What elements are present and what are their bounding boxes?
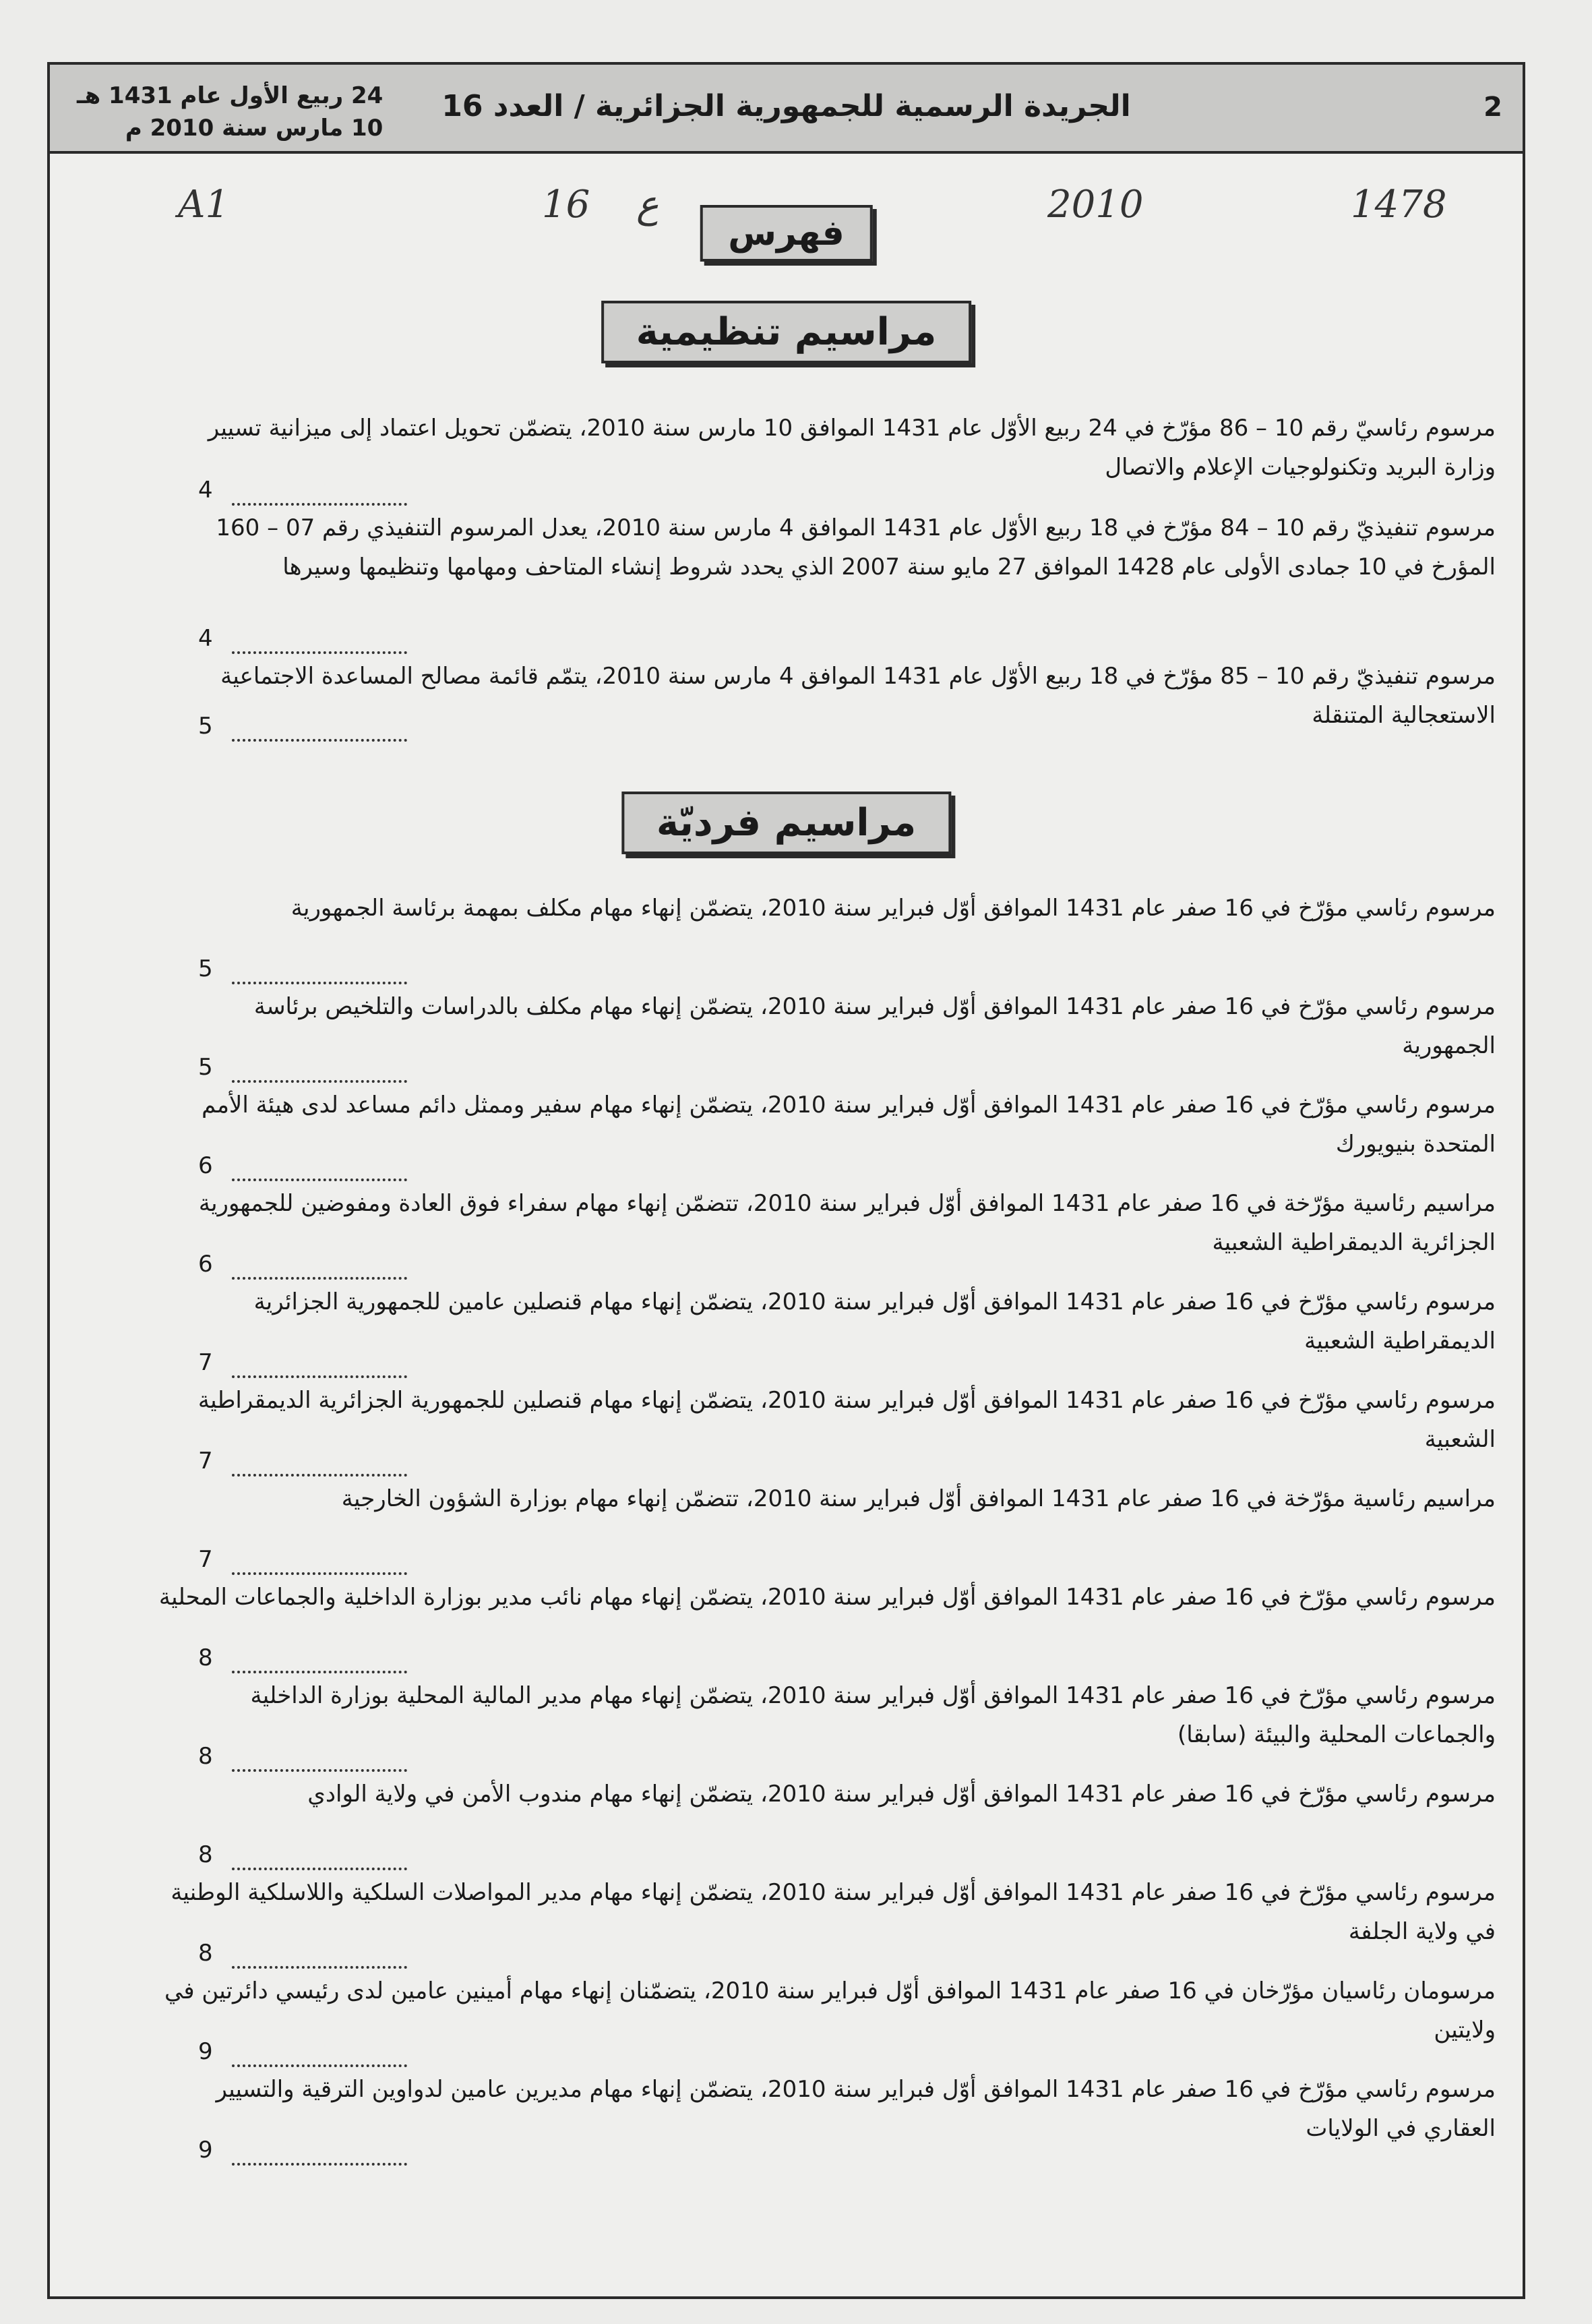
- toc-entry[interactable]: [77, 1184, 1496, 1282]
- leader-dots: [232, 982, 407, 984]
- handwritten-letter: ع: [636, 183, 659, 227]
- leader-dots: [232, 739, 407, 742]
- toc-entry-page: 8: [198, 1644, 213, 1671]
- toc-entry-page: 8: [198, 1940, 213, 1967]
- leader-dots: [232, 1080, 407, 1083]
- page-header: [50, 65, 1523, 154]
- toc-entry[interactable]: [77, 1381, 1496, 1479]
- date-gregorian: 10 مارس سنة 2010 م: [125, 115, 384, 142]
- leader-dots: [232, 1671, 407, 1673]
- toc-entry-text: مرسوم رئاسي مؤرّخ في 16 صفر عام 1431 الموافق أوّل فبراير سنة 2010، يتضمّن إنهاء مهام مندوب الأمن في ولاية الوادي: [307, 1781, 1496, 1808]
- leader-dots: [232, 2064, 407, 2067]
- toc-entry-text: مرسوم رئاسي مؤرّخ في 16 صفر عام 1431 الموافق أوّل فبراير سنة 2010، يتضمّن إنهاء مهام سفير وممثل دائم مساعد لدى هيئة الأمم المتحدة بنيويورك: [202, 1092, 1496, 1158]
- toc-entry[interactable]: [77, 1085, 1496, 1184]
- toc-entry-page: 7: [198, 1448, 213, 1474]
- leader-dots: [232, 1179, 407, 1181]
- leader-dots: [232, 1375, 407, 1378]
- gazette-title: الجريدة الرسمية للجمهورية الجزائرية / العدد 16: [441, 89, 1131, 123]
- toc-entry-page: 8: [198, 1743, 213, 1770]
- handwritten-year: 2010: [1047, 183, 1144, 227]
- toc-entry[interactable]: [77, 409, 1496, 508]
- leader-dots: [232, 503, 407, 506]
- leader-dots: [232, 1572, 407, 1575]
- toc-entry-text: مرسوم رئاسي مؤرّخ في 16 صفر عام 1431 الموافق أوّل فبراير سنة 2010، يتضمّن إنهاء مهام مديرين عامين لدواوين الترقية والتسيير العقاري في الولايات: [216, 2076, 1496, 2142]
- toc-entry-page: 6: [198, 1152, 213, 1179]
- toc-entry[interactable]: [77, 1873, 1496, 1971]
- issue-date: [77, 80, 383, 144]
- index-title: فهرس: [700, 205, 872, 262]
- toc-entry-text: مرسومان رئاسيان مؤرّخان في 16 صفر عام 1431 الموافق أوّل فبراير سنة 2010، يتضمّنان إنهاء مهام أمينين عامين لدى رئيسي دائرتين في ولايتين: [164, 1977, 1496, 2044]
- toc-entry[interactable]: [77, 508, 1496, 657]
- toc-entry[interactable]: [77, 657, 1496, 744]
- handwritten-code-left: A1: [178, 183, 230, 227]
- toc-entry-text: مرسوم رئاسي مؤرّخ في 16 صفر عام 1431 الموافق أوّل فبراير سنة 2010، يتضمّن إنهاء مهام مدير المواصلات السلكية واللاسلكية الوطنية في ولاية الجلفة: [171, 1879, 1496, 1945]
- toc-entry-page: 9: [198, 2038, 213, 2065]
- toc-entry-page: 4: [198, 477, 213, 504]
- toc-entry[interactable]: [77, 1282, 1496, 1381]
- individual-decrees-list: [77, 889, 1496, 2168]
- toc-entry-page: 8: [198, 1841, 213, 1868]
- toc-entry-page: 5: [198, 955, 213, 982]
- toc-entry-page: 5: [198, 713, 213, 740]
- toc-entry[interactable]: [77, 1479, 1496, 1578]
- leader-dots: [232, 2163, 407, 2166]
- toc-entry-text: مرسوم رئاسي مؤرّخ في 16 صفر عام 1431 الموافق أوّل فبراير سنة 2010، يتضمّن إنهاء مهام مدير المالية المحلية بوزارة الداخلية والجماعات المحلية والبيئة (سابقا): [250, 1682, 1496, 1748]
- toc-entry-text: مرسوم رئاسي مؤرّخ في 16 صفر عام 1431 الموافق أوّل فبراير سنة 2010، يتضمّن إنهاء مهام نائب مدير بوزارة الداخلية والجماعات المحلية: [158, 1584, 1496, 1611]
- regulatory-decrees-list: [77, 409, 1496, 744]
- toc-entry[interactable]: [77, 987, 1496, 1085]
- toc-entry-page: 6: [198, 1251, 213, 1278]
- toc-entry-page: 4: [198, 625, 213, 652]
- leader-dots: [232, 1868, 407, 1870]
- toc-entry[interactable]: [77, 2070, 1496, 2168]
- toc-entry-text: مراسيم رئاسية مؤرّخة في 16 صفر عام 1431 الموافق أوّل فبراير سنة 2010، تتضمّن إنهاء مهام سفراء فوق العادة ومفوضين للجمهورية الجزائرية الديمقراطية الشعبية: [198, 1190, 1496, 1256]
- section-title-regulatory: مراسيم تنظيمية: [601, 301, 972, 363]
- gazette-page: [47, 62, 1525, 2299]
- page-number: 2: [1483, 92, 1502, 123]
- toc-entry-page: 9: [198, 2137, 213, 2164]
- section-title-individual: مراسيم فرديّة: [621, 792, 951, 854]
- handwritten-number: 16: [542, 183, 590, 227]
- toc-entry[interactable]: [77, 1775, 1496, 1873]
- toc-entry-text: مرسوم رئاسيّ رقم 10 – 86 مؤرّخ في 24 ربيع الأوّل عام 1431 الموافق 10 مارس سنة 2010، يتضمّن تحويل اعتماد إلى ميزانية تسيير وزارة البريد وتكنولوجيات الإعلام والاتصال: [208, 415, 1496, 481]
- toc-entry-text: مرسوم رئاسي مؤرّخ في 16 صفر عام 1431 الموافق أوّل فبراير سنة 2010، يتضمّن إنهاء مهام قنصلين عامين للجمهورية الجزائرية الديمقراطية الشعبية: [253, 1288, 1496, 1354]
- leader-dots: [232, 1769, 407, 1772]
- toc-entry-text: مرسوم تنفيذيّ رقم 10 – 85 مؤرّخ في 18 ربيع الأوّل عام 1431 الموافق 4 مارس سنة 2010، يتمّم قائمة مصالح المساعدة الاجتماعية الاستعجالية المتنقلة: [220, 663, 1496, 729]
- toc-entry[interactable]: [77, 1676, 1496, 1775]
- toc-entry[interactable]: [77, 1578, 1496, 1676]
- toc-entry-text: مرسوم رئاسي مؤرّخ في 16 صفر عام 1431 الموافق أوّل فبراير سنة 2010، يتضمّن إنهاء مهام مكلف بالدراسات والتلخيص برئاسة الجمهورية: [253, 993, 1496, 1059]
- toc-entry[interactable]: [77, 1971, 1496, 2070]
- toc-entry-page: 7: [198, 1546, 213, 1573]
- leader-dots: [232, 1474, 407, 1477]
- toc-entry-text: مراسيم رئاسية مؤرّخة في 16 صفر عام 1431 الموافق أوّل فبراير سنة 2010، تتضمّن إنهاء مهام بوزارة الشؤون الخارجية: [341, 1485, 1496, 1512]
- date-hijri: 24 ربيع الأول عام 1431 هـ: [77, 82, 384, 109]
- toc-entry-text: مرسوم رئاسي مؤرّخ في 16 صفر عام 1431 الموافق أوّل فبراير سنة 2010، يتضمّن إنهاء مهام مكلف بمهمة برئاسة الجمهورية: [290, 895, 1496, 922]
- leader-dots: [232, 1966, 407, 1969]
- toc-entry-page: 5: [198, 1054, 213, 1081]
- toc-entry-text: مرسوم رئاسي مؤرّخ في 16 صفر عام 1431 الموافق أوّل فبراير سنة 2010، يتضمّن إنهاء مهام قنصلين للجمهورية الجزائرية الديمقراطية الشعبية: [197, 1387, 1496, 1453]
- toc-entry-text: مرسوم تنفيذيّ رقم 10 – 84 مؤرّخ في 18 ربيع الأوّل عام 1431 الموافق 4 مارس سنة 2010، يعدل المرسوم التنفيذي رقم 07 – 160 المؤرخ في 10 جمادى الأولى عام 1428 الموافق 27 مايو سنة 2007 الذي يحدد شروط إنشاء المتاحف ومهامها وتنظيمها وسيرها: [216, 514, 1496, 580]
- toc-entry-page: 7: [198, 1349, 213, 1376]
- leader-dots: [232, 1277, 407, 1280]
- toc-entry[interactable]: [77, 889, 1496, 987]
- leader-dots: [232, 651, 407, 654]
- handwritten-code-right: 1478: [1351, 183, 1447, 227]
